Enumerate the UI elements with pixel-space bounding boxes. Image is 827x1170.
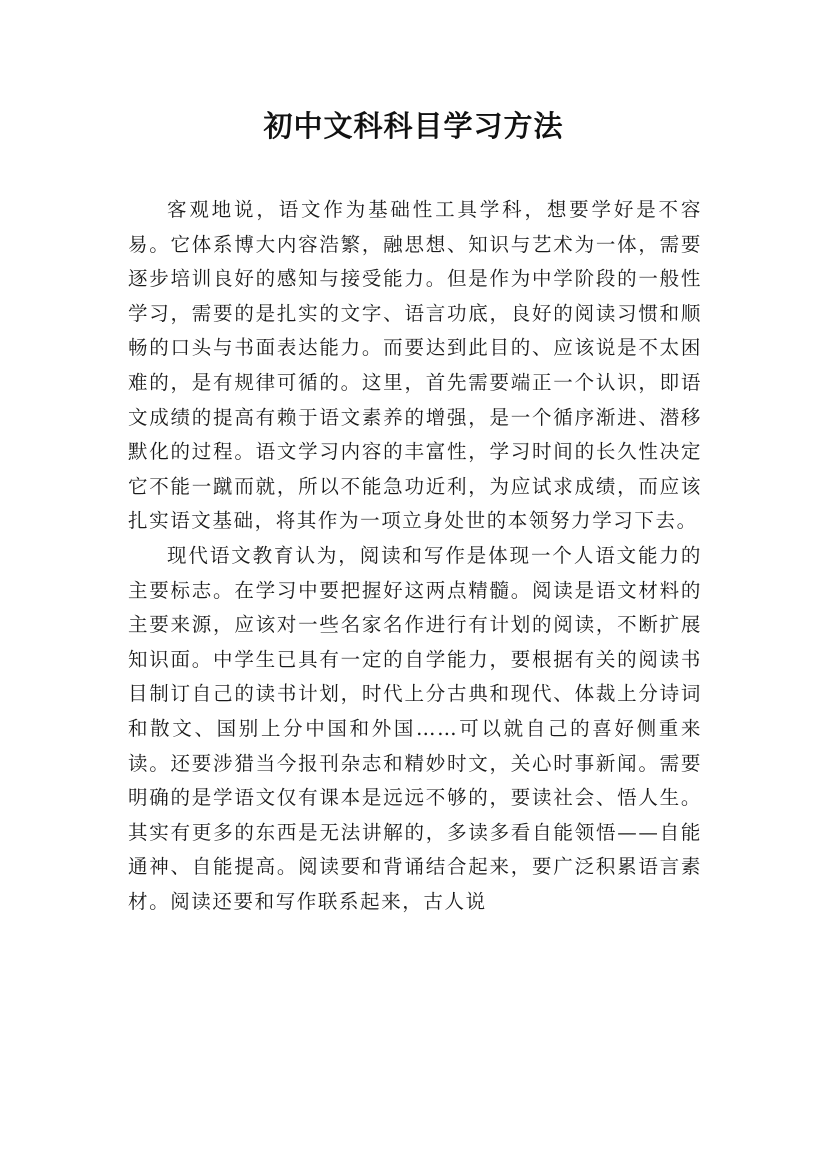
paragraph: 现代语文教育认为，阅读和写作是体现一个人语文能力的主要标志。在学习中要把握好这两点精髓。阅读是语文材料的主要来源，应该对一些名家名作进行有计划的阅读，不断扩展知识面。中学生已具有一定的自学能力，要根据有关的阅读书目制订自己的读书计划，时代上分古典和现代、体裁上分诗词和散文、国别上分中国和外国……可以就自己的喜好侧重来读。还要涉猎当今报刊杂志和精妙时文，关心时事新闻。需要明确的是学语文仅有课本是远远不够的，要读社会、悟人生。其实有更多的东西是无法讲解的，多读多看自能领悟——自能通神、自能提高。阅读要和背诵结合起来，要广泛积累语言素材。阅读还要和写作联系起来，古人说	[128, 543, 702, 913]
document-title: 初中文科科目学习方法	[263, 109, 564, 143]
document-body	[128, 193, 702, 919]
paragraph: 客观地说，语文作为基础性工具学科，想要学好是不容易。它体系博大内容浩繁，融思想、知识与艺术为一体，需要逐步培训良好的感知与接受能力。但是作为中学阶段的一般性学习，需要的是扎实的文字、语言功底，良好的阅读习惯和顺畅的口头与书面表达能力。而要达到此目的、应该说是不太困难的，是有规律可循的。这里，首先需要端正一个认识，即语文成绩的提高有赖于语文素养的增强，是一个循序渐进、潜移默化的过程。语文学习内容的丰富性，学习时间的长久性决定它不能一蹴而就，所以不能急功近利，为应试求成绩，而应该扎实语文基础，将其作为一项立身处世的本领努力学习下去。	[128, 198, 702, 533]
